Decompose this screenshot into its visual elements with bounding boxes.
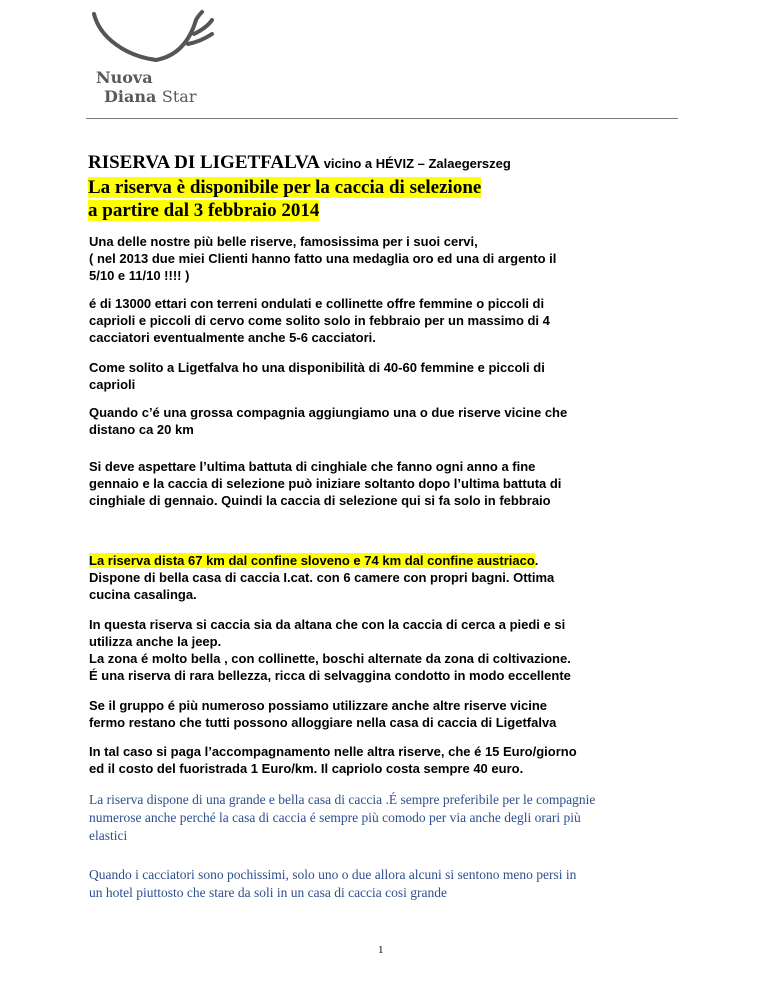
paragraph-8: [89, 697, 689, 731]
paragraph-line: Una delle nostre più belle riserve, famosissima per i suoi cervi,: [89, 234, 478, 249]
page-title: [88, 152, 511, 174]
paragraph-line: In tal caso si paga l’accompagnamento nelle altra riserve, che é 15 Euro/giorno: [89, 744, 577, 759]
company-logo: [86, 8, 226, 112]
paragraph-7: [89, 616, 689, 684]
paragraph-line: La zona é molto bella , con collinette, boschi alternate da zona di coltivazione.: [89, 651, 571, 666]
period-text: .: [534, 553, 539, 568]
paragraph-line: ed il costo del fuoristrada 1 Euro/km. Il capriolo costa sempre 40 euro.: [89, 761, 524, 776]
paragraph-line: un hotel piuttosto che stare da soli in un casa di caccia cosi grande: [89, 885, 448, 900]
paragraph-line: caprioli e piccoli di cervo come solito solo in febbraio per un massimo di 4: [89, 313, 550, 328]
paragraph-line: É una riserva di rara bellezza, ricca di selvaggina condotto in modo eccellente: [89, 668, 571, 683]
paragraph-line: é di 13000 ettari con terreni ondulati e collinette offre femmine o piccoli di: [89, 296, 545, 311]
paragraph-line: utilizza anche la jeep.: [89, 634, 222, 649]
antler-icon: [86, 8, 226, 72]
logo-word-star: Star: [161, 87, 197, 106]
paragraph-line: In questa riserva si caccia sia da altana che con la caccia di cerca a piedi e si: [89, 617, 566, 632]
paragraph-6: [89, 552, 689, 603]
paragraph-line: fermo restano che tutti possono alloggiare nella casa di caccia di Ligetfalva: [89, 715, 557, 730]
paragraph-2: [89, 295, 689, 346]
headline-line1: [88, 177, 481, 199]
blue-paragraph-2: [89, 866, 689, 902]
headline-line2-text: a partire dal 3 febbraio 2014: [88, 200, 320, 221]
paragraph-line: numerose anche perché la casa di caccia é sempre più comodo per via anche degli orari più: [89, 810, 581, 825]
header-divider: [86, 118, 678, 119]
paragraph-3: [89, 359, 689, 393]
headline-line2: [88, 200, 319, 222]
paragraph-line: Come solito a Ligetfalva ho una disponibilità di 40-60 femmine e piccoli di: [89, 360, 545, 375]
title-main: RISERVA DI LIGETFALVA: [88, 152, 319, 173]
paragraph-line: La riserva dispone di una grande e bella casa di caccia .É sempre preferibile per le compagnie: [89, 792, 596, 807]
paragraph-5: [89, 458, 689, 509]
paragraph-line: Dispone di bella casa di caccia I.cat. con 6 camere con propri bagni. Ottima: [89, 570, 555, 585]
headline-line1-text: La riserva è disponibile per la caccia di selezione: [88, 177, 482, 198]
paragraph-line: 5/10 e 11/10 !!!! ): [89, 268, 190, 283]
logo-word-diana: Diana: [104, 87, 157, 106]
blue-paragraph-1: [89, 791, 689, 845]
paragraph-line: cinghiale di gennaio. Quindi la caccia di selezione qui si fa solo in febbraio: [89, 493, 551, 508]
paragraph-9: [89, 743, 689, 777]
page-number: 1: [378, 944, 384, 956]
highlighted-distance-text: La riserva dista 67 km dal confine sloveno e 74 km dal confine austriaco: [89, 553, 535, 568]
paragraph-line: ( nel 2013 due miei Clienti hanno fatto una medaglia oro ed una di argento il: [89, 251, 557, 266]
paragraph-line: Se il gruppo é più numeroso possiamo utilizzare anche altre riserve vicine: [89, 698, 548, 713]
paragraph-line: cucina casalinga.: [89, 587, 197, 602]
paragraph-line: Quando i cacciatori sono pochissimi, solo uno o due allora alcuni si sentono meno persi in: [89, 867, 577, 882]
paragraph-line: caprioli: [89, 377, 136, 392]
paragraph-1: [89, 233, 689, 284]
paragraph-line: distano ca 20 km: [89, 422, 194, 437]
logo-text-line2: [104, 87, 196, 106]
paragraph-line: elastici: [89, 828, 128, 843]
paragraph-line: cacciatori eventualmente anche 5-6 cacciatori.: [89, 330, 376, 345]
paragraph-line: Si deve aspettare l’ultima battuta di cinghiale che fanno ogni anno a fine: [89, 459, 536, 474]
logo-text-line1: Nuova: [96, 68, 153, 87]
paragraph-line: Quando c’é una grossa compagnia aggiungiamo una o due riserve vicine che: [89, 405, 568, 420]
paragraph-line: gennaio e la caccia di selezione può iniziare soltanto dopo l’ultima battuta di: [89, 476, 562, 491]
title-subtitle: vicino a HÉVIZ – Zalaegerszeg: [323, 156, 511, 171]
paragraph-4: [89, 404, 689, 438]
paragraph-line: [89, 552, 689, 569]
